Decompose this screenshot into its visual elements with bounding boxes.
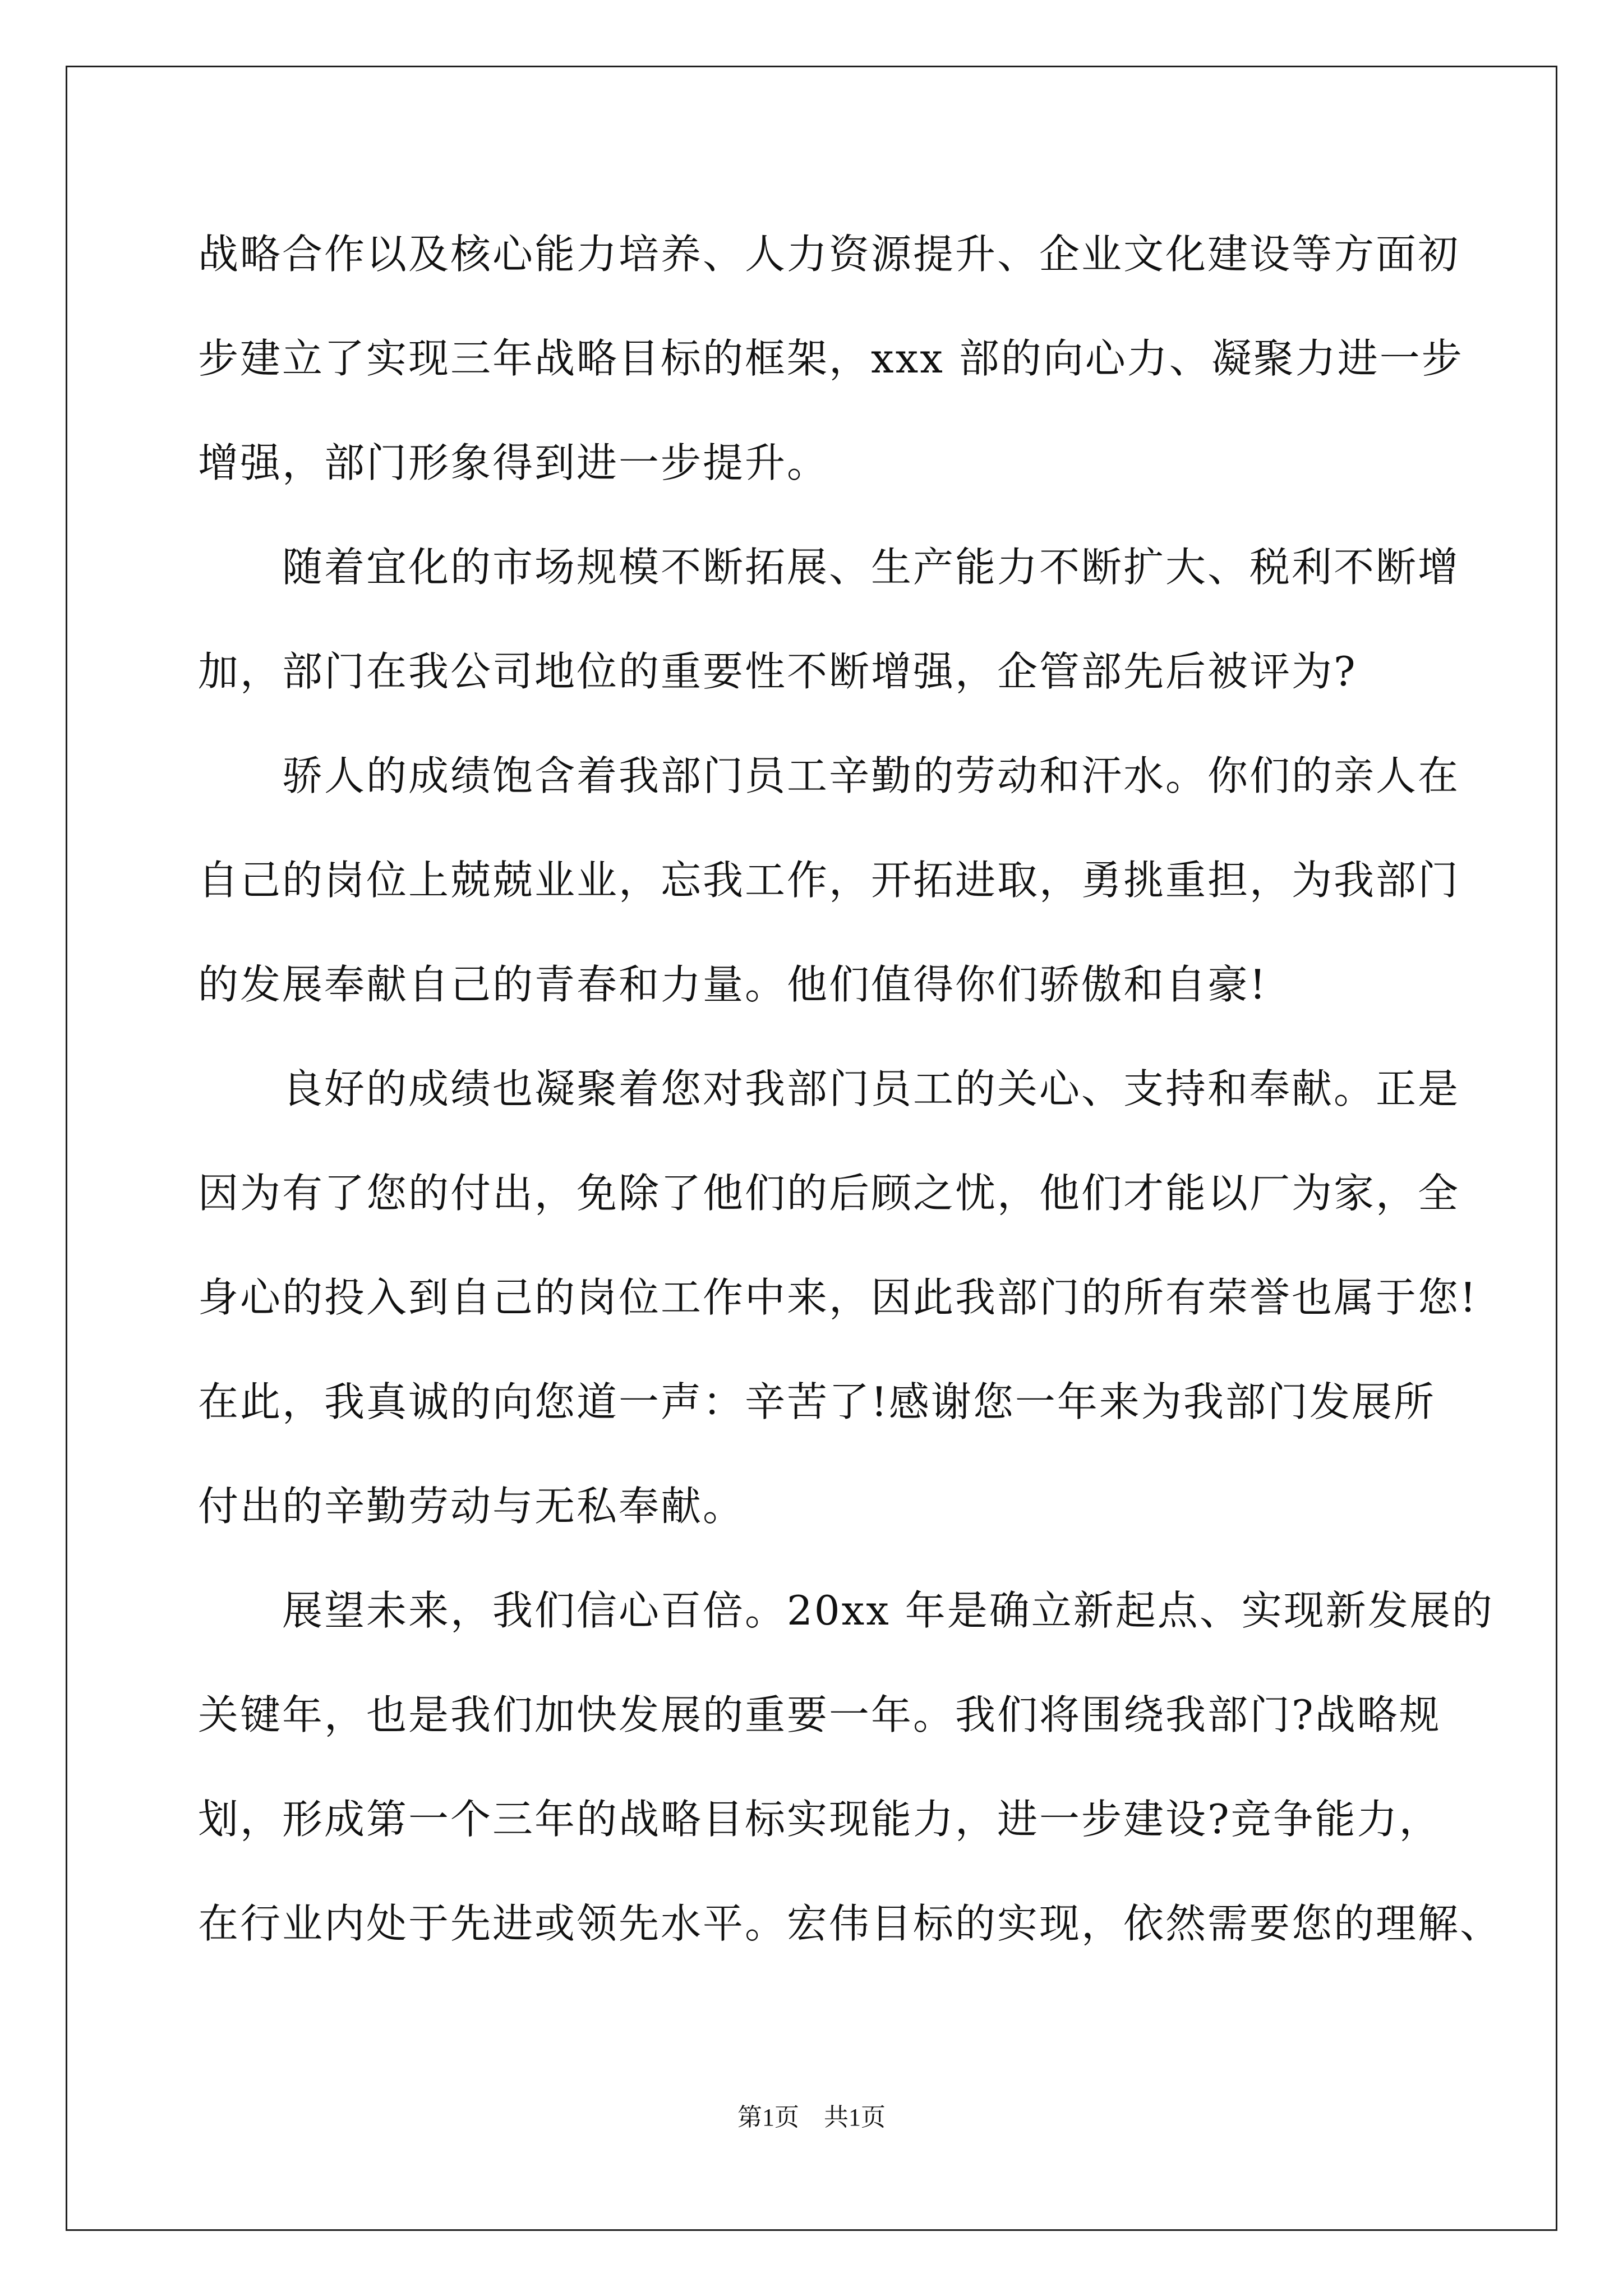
text-line: 随着宜化的市场规模不断拓展、生产能力不断扩大、税利不断增 xyxy=(282,544,1460,591)
text-line: 增强，部门形象得到进一步提升。 xyxy=(198,439,829,486)
text-line: 步建立了实现三年战略目标的框架，xxx 部的向心力、凝聚力进一步 xyxy=(198,335,1464,382)
text-line: 因为有了您的付出，免除了他们的后顾之忧，他们才能以厂为家，全 xyxy=(198,1170,1460,1217)
page-footer: 第1页 共1页 xyxy=(737,2104,886,2131)
text-line: 在此，我真诚的向您道一声：辛苦了!感谢您一年来为我部门发展所 xyxy=(198,1378,1436,1425)
text-line: 战略合作以及核心能力培养、人力资源提升、企业文化建设等方面初 xyxy=(198,231,1460,278)
text-line: 划，形成第一个三年的战略目标实现能力，进一步建设?竞争能力， xyxy=(198,1796,1441,1843)
text-line: 关键年，也是我们加快发展的重要一年。我们将围绕我部门?战略规 xyxy=(198,1691,1441,1738)
text-line: 展望未来，我们信心百倍。20xx 年是确立新起点、实现新发展的 xyxy=(282,1587,1494,1634)
text-line: 骄人的成绩饱含着我部门员工辛勤的劳动和汗水。你们的亲人在 xyxy=(282,752,1460,799)
text-line: 加，部门在我公司地位的重要性不断增强，企管部先后被评为? xyxy=(198,648,1357,695)
text-line: 良好的成绩也凝聚着您对我部门员工的关心、支持和奉献。正是 xyxy=(282,1065,1460,1112)
text-line: 身心的投入到自己的岗位工作中来，因此我部门的所有荣誉也属于您! xyxy=(198,1274,1478,1321)
text-line: 在行业内处于先进或领先水平。宏伟目标的实现，依然需要您的理解、 xyxy=(198,1900,1502,1947)
text-line: 付出的辛勤劳动与无私奉献。 xyxy=(198,1483,745,1530)
document-body xyxy=(198,202,1502,1976)
text-line: 自己的岗位上兢兢业业，忘我工作，开拓进取，勇挑重担，为我部门 xyxy=(198,857,1460,904)
text-line: 的发展奉献自己的青春和力量。他们值得你们骄傲和自豪! xyxy=(198,961,1267,1008)
